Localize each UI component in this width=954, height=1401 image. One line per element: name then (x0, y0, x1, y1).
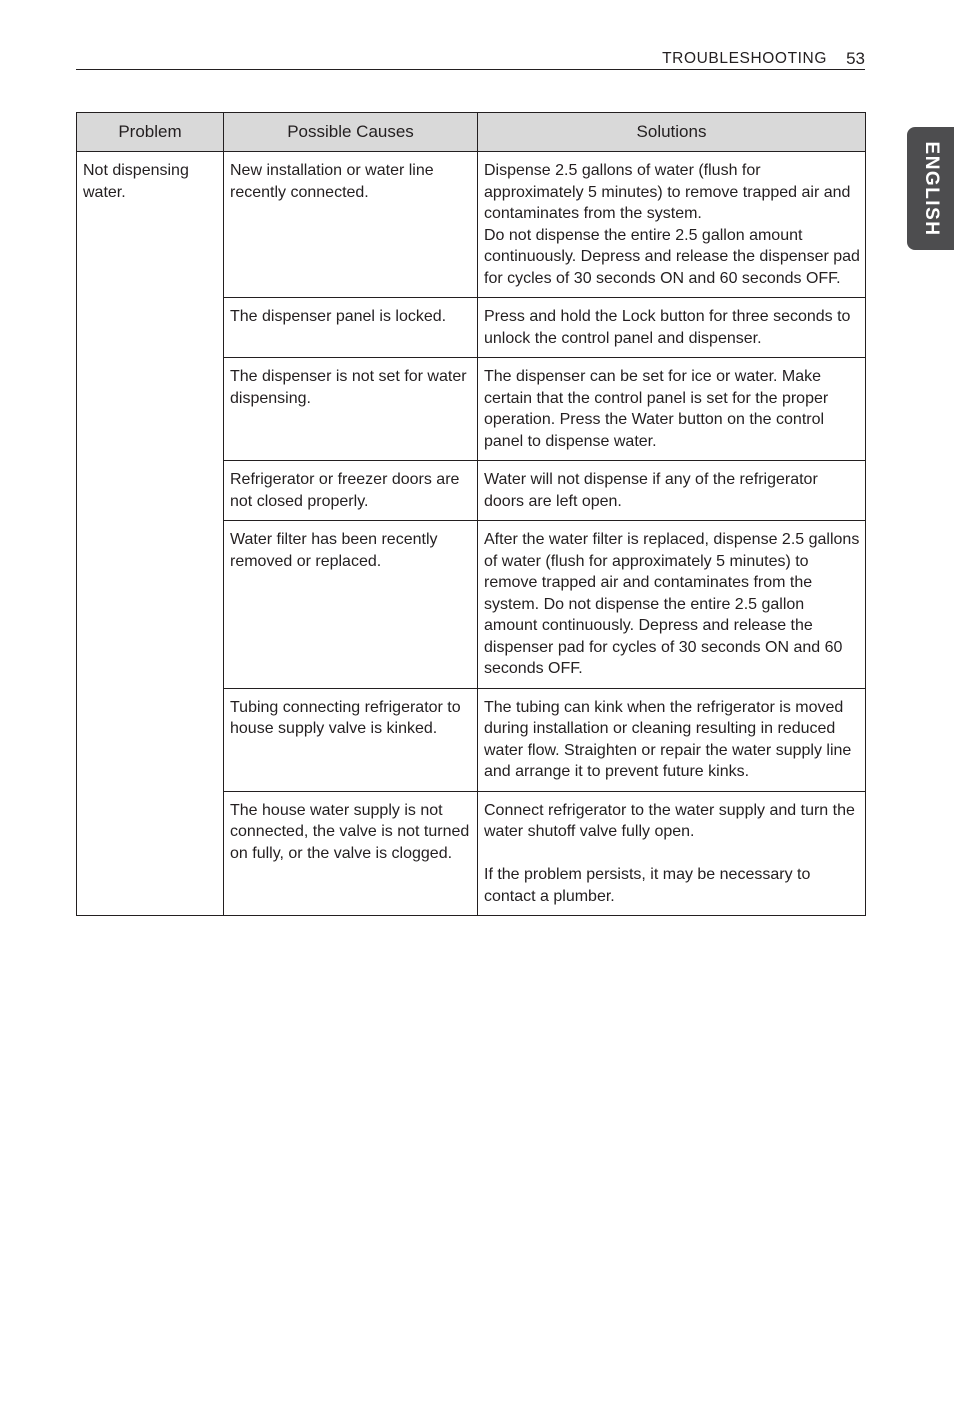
column-header-solutions: Solutions (478, 113, 866, 152)
solution-cell (478, 152, 866, 298)
table-row (77, 152, 866, 298)
solution-cell (478, 791, 866, 916)
solution-cell: Press and hold the Lock button for three seconds to unlock the control panel and dispenser. (478, 298, 866, 358)
cause-cell: Tubing connecting refrigerator to house supply valve is kinked. (224, 688, 478, 791)
column-header-problem: Problem (77, 113, 224, 152)
cause-cell: The dispenser panel is locked. (224, 298, 478, 358)
cause-cell: The dispenser is not set for water dispensing. (224, 358, 478, 461)
page-number: 53 (846, 49, 865, 68)
cause-cell: New installation or water line recently connected. (224, 152, 478, 298)
problem-cell: Not dispensing water. (77, 152, 224, 916)
cause-cell: Water filter has been recently removed or replaced. (224, 521, 478, 689)
column-header-causes: Possible Causes (224, 113, 478, 152)
paragraph-gap (484, 843, 861, 865)
page-header (76, 40, 865, 70)
language-tab (907, 127, 954, 250)
solution-text-continued: If the problem persists, it may be necessary to contact a plumber. (484, 866, 811, 905)
solution-cell: Water will not dispense if any of the refrigerator doors are left open. (478, 461, 866, 521)
cause-cell: Refrigerator or freezer doors are not closed properly. (224, 461, 478, 521)
solution-text-continued: Do not dispense the entire 2.5 gallon amount continuously. Depress and release the dispenser pad for cycles of 30 seconds ON and 60 seconds OFF. (484, 226, 860, 287)
solution-cell: The dispenser can be set for ice or water. Make certain that the control panel is set for the proper operation. Press the Water button on the control panel to dispense water. (478, 358, 866, 461)
solution-text: Dispense 2.5 gallons of water (flush for approximately 5 minutes) to remove trapped air and contaminates from the system. (484, 162, 851, 222)
solution-cell: After the water filter is replaced, dispense 2.5 gallons of water (flush for approximately 5 minutes) to remove trapped air and contaminates from the system. Do not dispense the entire 2.5 gallon amount continuously. Depress and release the dispenser pad for cycles of 30 seconds ON and 60 seconds OFF. (478, 521, 866, 689)
language-tab-label: ENGLISH (920, 141, 942, 236)
troubleshooting-table (76, 112, 866, 916)
cause-cell: The house water supply is not connected, the valve is not turned on fully, or the valve is clogged. (224, 791, 478, 916)
section-title: TROUBLESHOOTING (662, 50, 827, 67)
solution-text: Connect refrigerator to the water supply and turn the water shutoff valve fully open. (484, 801, 855, 840)
solution-cell: The tubing can kink when the refrigerator is moved during installation or cleaning resulting in reduced water flow. Straighten or repair the water supply line and arrange it to prevent future kinks. (478, 688, 866, 791)
table-header-row (77, 113, 866, 152)
